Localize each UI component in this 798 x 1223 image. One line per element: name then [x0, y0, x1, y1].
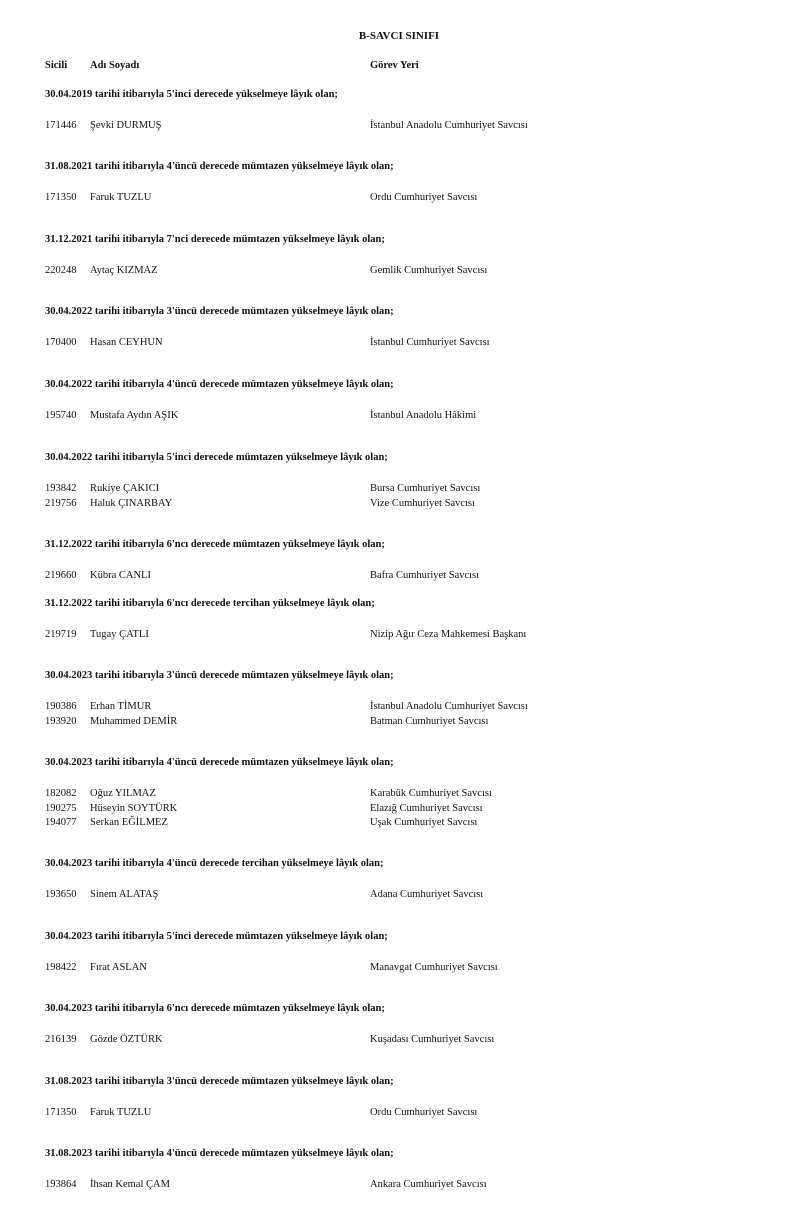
sicil-number: 171350 — [45, 1107, 77, 1118]
section-rows — [45, 787, 765, 831]
section-heading: 31.08.2023 tarihi itibarıyla 3'üncü derecede mümtazen yükselmeye lâyık olan; — [45, 1076, 394, 1087]
duty-station: Manavgat Cumhuriyet Savcısı — [370, 962, 498, 973]
person-name: Tugay ÇATLI — [90, 629, 149, 640]
promotion-section — [45, 669, 765, 729]
section-rows — [45, 119, 765, 134]
person-name: Oğuz YILMAZ — [90, 788, 156, 799]
person-name: Muhammed DEMİR — [90, 715, 178, 727]
section-heading: 31.12.2022 tarihi itibarıyla 6'ncı derecede mümtazen yükselmeye lâyık olan; — [45, 539, 385, 550]
personnel-row — [45, 569, 765, 584]
section-rows — [45, 482, 765, 511]
section-rows — [45, 961, 765, 976]
sicil-number: 216139 — [45, 1034, 77, 1045]
person-name: Şevki DURMUŞ — [90, 120, 162, 131]
section-rows — [45, 409, 765, 424]
section-heading: 30.04.2023 tarihi itibarıyla 6'ncı derecede mümtazen yükselmeye lâyık olan; — [45, 1003, 385, 1014]
section-rows — [45, 628, 765, 643]
sicil-number: 171350 — [45, 192, 77, 203]
sicil-number: 219719 — [45, 629, 77, 640]
section-rows — [45, 1178, 765, 1193]
personnel-row — [45, 497, 765, 512]
section-heading: 30.04.2023 tarihi itibarıyla 4'üncü derecede tercihan yükselmeye lâyık olan; — [45, 858, 384, 869]
person-name: Aytaç KIZMAZ — [90, 265, 158, 276]
duty-station: İstanbul Anadolu Cumhuriyet Savcısı — [370, 120, 528, 131]
section-heading: 30.04.2022 tarihi itibarıyla 5'inci derecede mümtazen yükselmeye lâyık olan; — [45, 452, 388, 463]
person-name: Haluk ÇINARBAY — [90, 497, 173, 509]
duty-station: İstanbul Anadolu Cumhuriyet Savcısı — [370, 701, 528, 712]
duty-station: Kuşadası Cumhuriyet Savcısı — [370, 1034, 495, 1045]
personnel-row — [45, 787, 765, 802]
promotion-section — [45, 305, 765, 351]
personnel-row — [45, 888, 765, 903]
personnel-row — [45, 191, 765, 206]
personnel-row — [45, 700, 765, 715]
duty-station: İstanbul Cumhuriyet Savcısı — [370, 337, 490, 348]
sicil-number: 193650 — [45, 889, 77, 900]
promotion-section — [45, 88, 765, 134]
person-name: Mustafa Aydın AŞIK — [90, 410, 179, 421]
person-name: İhsan Kemal ÇAM — [90, 1179, 170, 1190]
promotion-section — [45, 1002, 765, 1048]
section-heading: 30.04.2023 tarihi itibarıyla 3'üncü derecede mümtazen yükselmeye lâyık olan; — [45, 670, 394, 681]
sicil-number: 182082 — [45, 788, 77, 799]
promotion-section — [45, 160, 765, 206]
section-rows — [45, 1106, 765, 1121]
section-rows — [45, 264, 765, 279]
personnel-row — [45, 1178, 765, 1193]
section-heading: 30.04.2023 tarihi itibarıyla 4'üncü derecede mümtazen yükselmeye lâyık olan; — [45, 757, 394, 768]
person-name: Hüseyin SOYTÜRK — [90, 802, 178, 814]
person-name: Fırat ASLAN — [90, 962, 147, 973]
duty-station: Ordu Cumhuriyet Savcısı — [370, 1107, 478, 1118]
duty-station: Uşak Cumhuriyet Savcısı — [370, 817, 478, 828]
personnel-row — [45, 802, 765, 817]
person-name: Gözde ÖZTÜRK — [90, 1034, 163, 1045]
personnel-row — [45, 816, 765, 831]
section-heading: 31.08.2021 tarihi itibarıyla 4'üncü derecede mümtazen yükselmeye lâyık olan; — [45, 161, 394, 172]
section-rows — [45, 1033, 765, 1048]
sicil-number: 171446 — [45, 120, 77, 131]
column-header-name: Adı Soyadı — [90, 60, 140, 71]
section-rows — [45, 569, 765, 584]
duty-station: Vize Cumhuriyet Savcısı — [370, 497, 475, 509]
section-heading: 30.04.2022 tarihi itibarıyla 3'üncü derecede mümtazen yükselmeye lâyık olan; — [45, 306, 394, 317]
promotion-section — [45, 857, 765, 903]
personnel-row — [45, 336, 765, 351]
duty-station: Batman Cumhuriyet Savcısı — [370, 715, 489, 727]
sicil-number: 193864 — [45, 1179, 77, 1190]
promotion-section — [45, 1075, 765, 1121]
personnel-row — [45, 628, 765, 643]
promotion-section — [45, 1147, 765, 1193]
promotion-section — [45, 930, 765, 976]
promotion-section — [45, 378, 765, 424]
document-title: B-SAVCI SINIFI — [358, 30, 440, 42]
person-name: Rukiye ÇAKICI — [90, 483, 160, 494]
duty-station: Adana Cumhuriyet Savcısı — [370, 889, 484, 900]
section-heading: 30.04.2022 tarihi itibarıyla 4'üncü derecede mümtazen yükselmeye lâyık olan; — [45, 379, 394, 390]
person-name: Faruk TUZLU — [90, 1107, 152, 1118]
sicil-number: 190386 — [45, 701, 77, 712]
duty-station: İstanbul Anadolu Hâkimi — [370, 410, 477, 421]
personnel-row — [45, 1033, 765, 1048]
person-name: Erhan TİMUR — [90, 701, 152, 712]
promotion-section — [45, 597, 765, 643]
duty-station: Ankara Cumhuriyet Savcısı — [370, 1179, 487, 1190]
sicil-number: 193842 — [45, 483, 77, 494]
sicil-number: 190275 — [45, 802, 77, 814]
column-header-sicil: Sicili — [45, 60, 68, 71]
personnel-row — [45, 1106, 765, 1121]
section-heading: 31.12.2021 tarihi itibarıyla 7'nci derecede mümtazen yükselmeye lâyık olan; — [45, 234, 385, 245]
promotion-section — [45, 233, 765, 279]
personnel-row — [45, 409, 765, 424]
duty-station: Karabük Cumhuriyet Savcısı — [370, 788, 492, 799]
promotion-section — [45, 451, 765, 511]
duty-station: Gemlik Cumhuriyet Savcısı — [370, 265, 488, 276]
sicil-number: 195740 — [45, 410, 77, 421]
section-rows — [45, 191, 765, 206]
sicil-number: 219660 — [45, 570, 77, 581]
duty-station: Elazığ Cumhuriyet Savcısı — [370, 802, 483, 814]
personnel-row — [45, 715, 765, 730]
section-heading: 31.08.2023 tarihi itibarıyla 4'üncü derecede mümtazen yükselmeye lâyık olan; — [45, 1148, 394, 1159]
duty-station: Ordu Cumhuriyet Savcısı — [370, 192, 478, 203]
section-rows — [45, 700, 765, 729]
section-heading: 30.04.2023 tarihi itibarıyla 5'inci derecede mümtazen yükselmeye lâyık olan; — [45, 931, 388, 942]
duty-station: Bafra Cumhuriyet Savcısı — [370, 570, 480, 581]
promotion-section — [45, 538, 765, 584]
section-heading: 30.04.2019 tarihi itibarıyla 5'inci derecede yükselmeye lâyık olan; — [45, 89, 338, 100]
person-name: Kübra CANLI — [90, 570, 151, 581]
sicil-number: 219756 — [45, 497, 77, 509]
personnel-row — [45, 264, 765, 279]
person-name: Serkan EĞİLMEZ — [90, 817, 168, 828]
section-rows — [45, 336, 765, 351]
section-rows — [45, 888, 765, 903]
sicil-number: 194077 — [45, 817, 77, 828]
personnel-row — [45, 482, 765, 497]
promotion-section — [45, 756, 765, 831]
personnel-row — [45, 119, 765, 134]
sicil-number: 170400 — [45, 337, 77, 348]
duty-station: Bursa Cumhuriyet Savcısı — [370, 483, 481, 494]
personnel-row — [45, 961, 765, 976]
column-header-place: Görev Yeri — [370, 60, 419, 71]
section-heading: 31.12.2022 tarihi itibarıyla 6'ncı derecede tercihan yükselmeye lâyık olan; — [45, 598, 375, 609]
sicil-number: 198422 — [45, 962, 77, 973]
sicil-number: 220248 — [45, 265, 77, 276]
person-name: Sinem ALATAŞ — [90, 889, 159, 900]
sicil-number: 193920 — [45, 715, 77, 727]
person-name: Hasan CEYHUN — [90, 337, 163, 348]
duty-station: Nizip Ağır Ceza Mahkemesi Başkanı — [370, 629, 527, 640]
person-name: Faruk TUZLU — [90, 192, 152, 203]
